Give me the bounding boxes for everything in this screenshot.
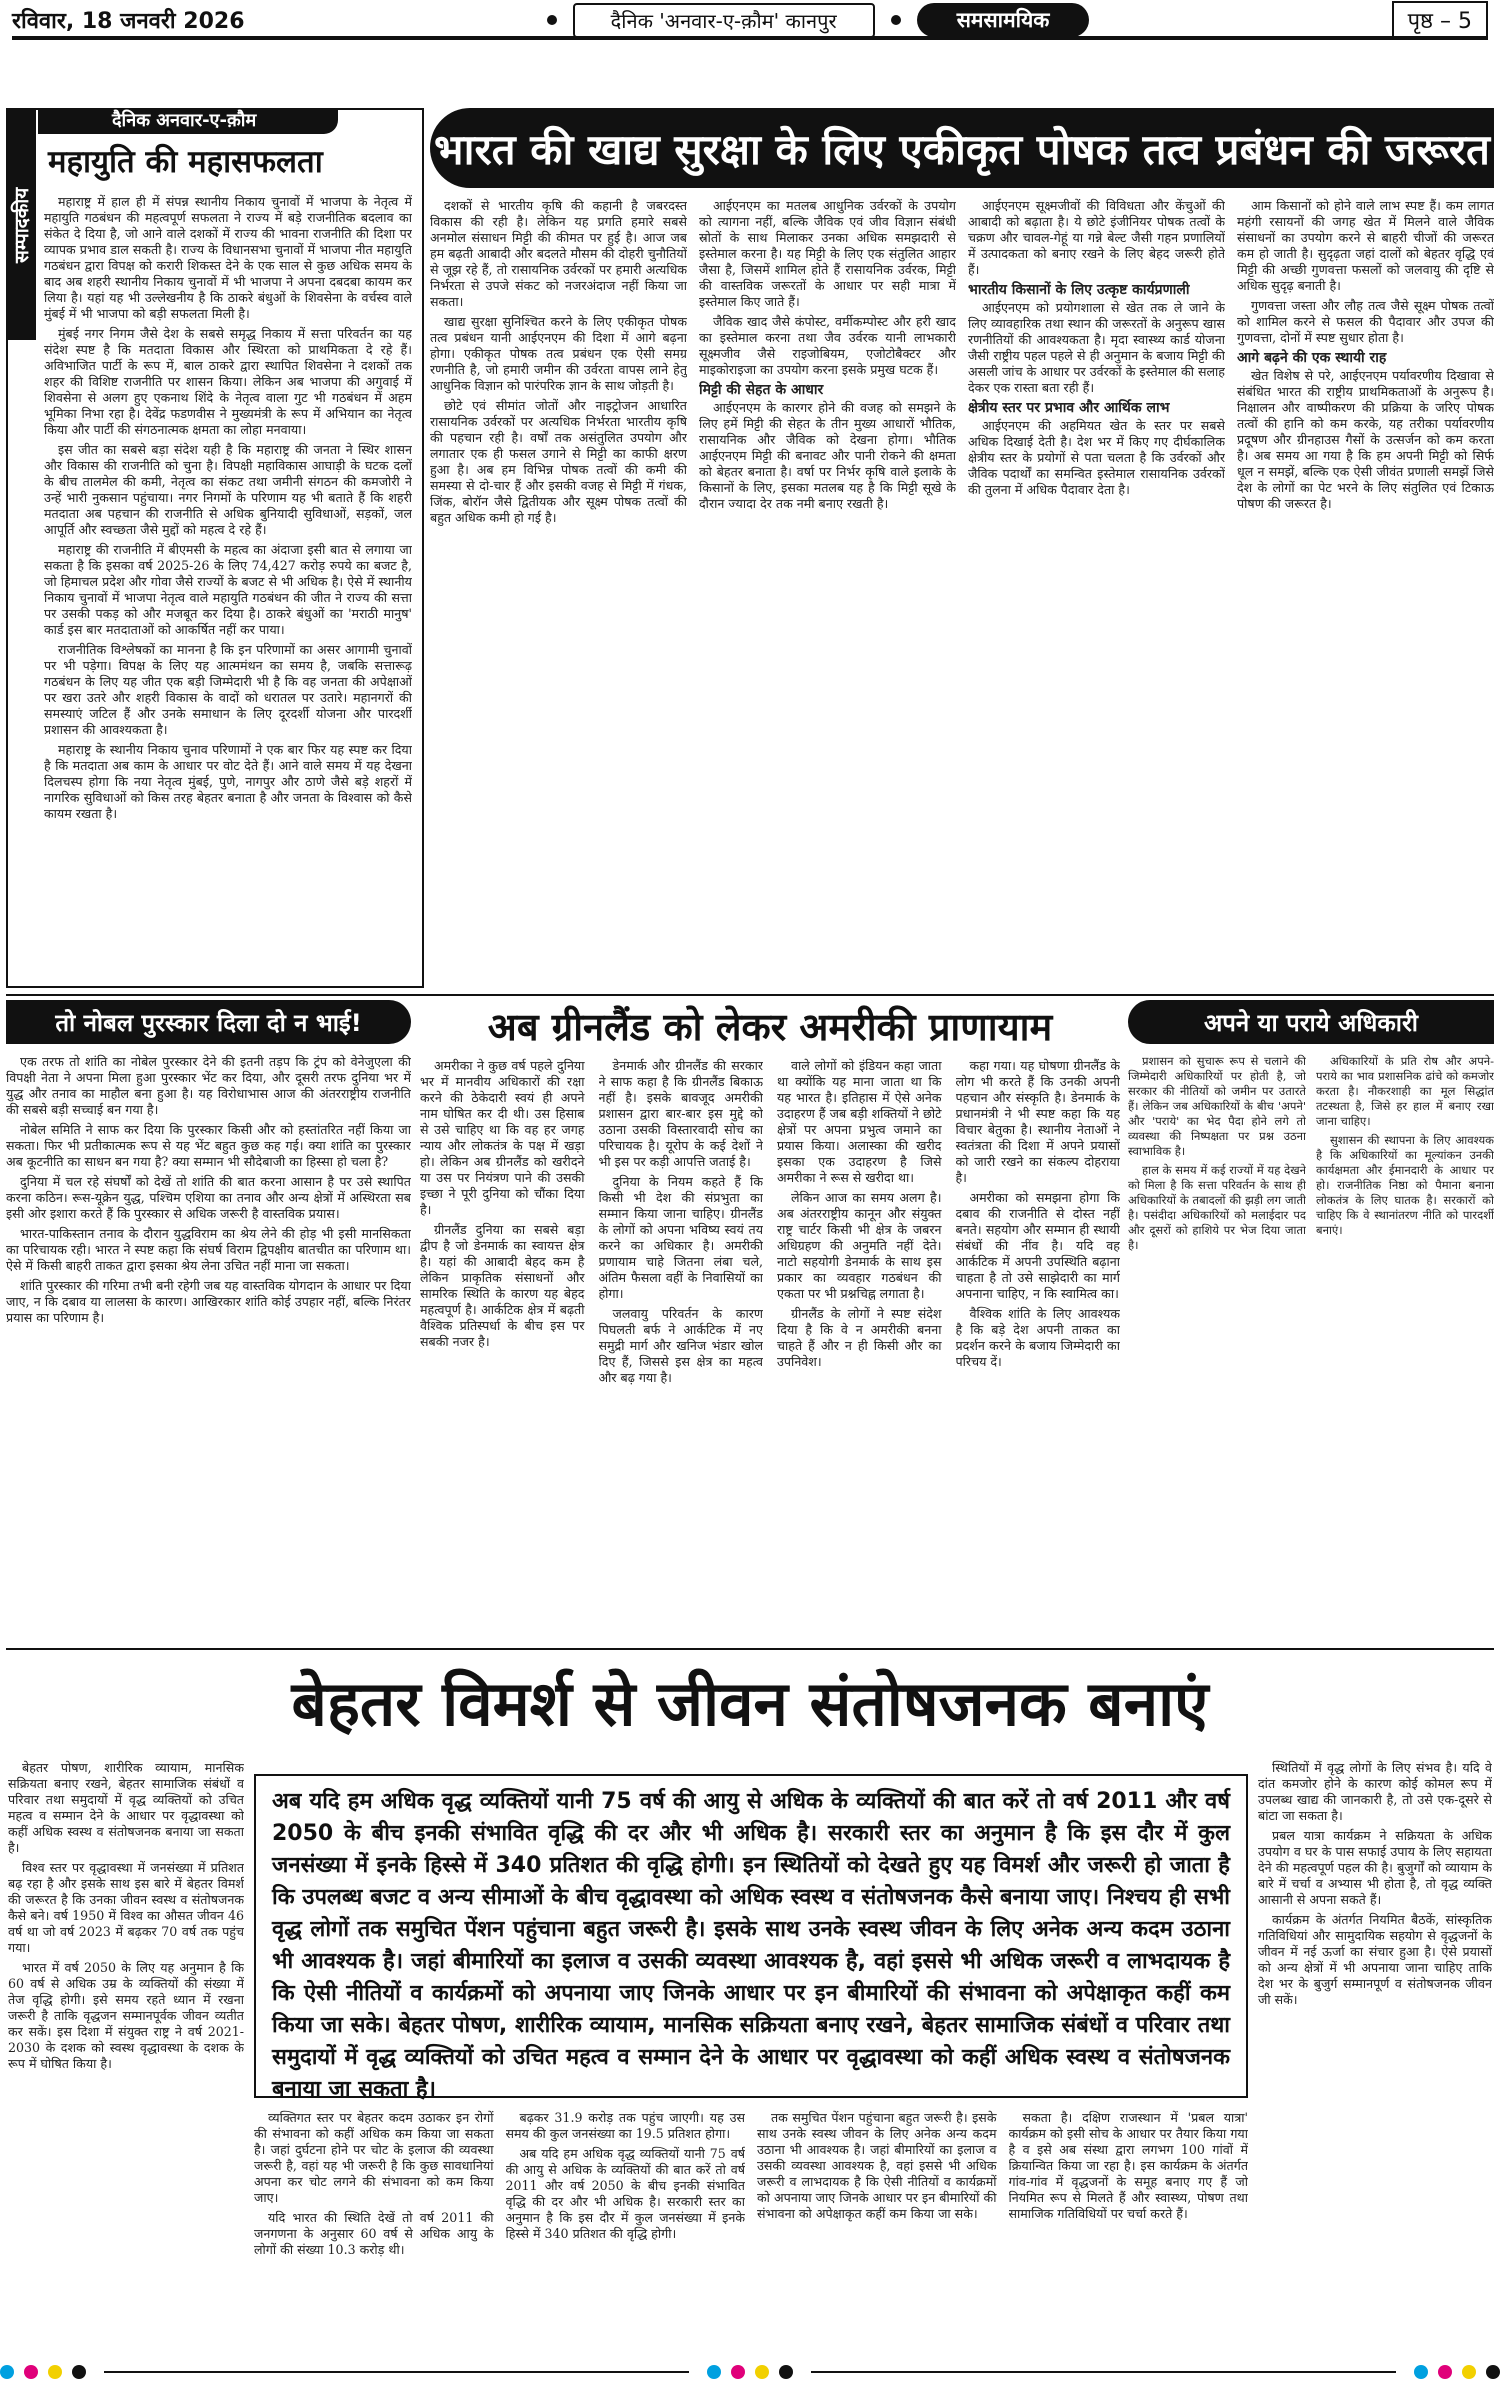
officers-paragraph: प्रशासन को सुचारू रूप से चलाने की जिम्मेदारी अधिकारियों पर होती है, जो सरकार की नीतियों को जमीन पर उतारते हैं। लेकिन जब अधिकारियों के बीच 'अपने' और 'पराये' का भेद पैदा होने लगे तो व्यवस्था की निष्पक्षता पर प्रश्न उठना स्वाभाविक है।: [1128, 1054, 1306, 1158]
elderly-mid-columns: [254, 2110, 1248, 2350]
editorial-paragraph: मुंबई नगर निगम जैसे देश के सबसे समृद्ध निकाय में सत्ता परिवर्तन का यह संदेश स्पष्ट है कि मतदाता विकास और स्थिरता को प्राथमिकता दे रहे हैं। अविभाजित पार्टी के रूप में, बाल ठाकरे द्वारा स्थापित शिवसेना ने दशकों तक शहर की विशिष्ट राजनीति पर शासन किया। लेकिन अब भाजपा की अगुवाई में शिवसेना से अलग हुए एकनाथ शिंदे के नेतृत्व वाला गुट भी गठबंधन में अहम भूमिका निभा रहा है। देवेंद्र फडणवीस ने मुख्यमंत्री के रूप में अभियान का नेतृत्व किया और पार्टी की संगठनात्मक क्षमता का लोहा मनवाया।: [44, 326, 412, 437]
editorial-box: [6, 108, 424, 988]
greenland-paragraph: डेनमार्क और ग्रीनलैंड की सरकार ने साफ कहा है कि ग्रीनलैंड बिकाऊ नहीं है। इसके बावजूद अमरीकी प्रशासन द्वारा बार-बार इस मुद्दे को उठाना उसकी विस्तारवादी सोच का परिचायक है। यूरोप के कई देशों ने भी इस पर कड़ी आपत्ति जताई है।: [598, 1058, 763, 1169]
elderly-column: [757, 2110, 997, 2350]
elderly-pull-quote: अब यदि हम अधिक वृद्ध व्यक्तियों यानी 75 वर्ष की आयु से अधिक के व्यक्तियों की बात करें तो वर्ष 2011 और वर्ष 2050 के बीच इनकी संभावित वृद्धि की दर और भी अधिक है। सरकारी स्तर का अनुमान है कि इस दौर में कुल जनसंख्या में इनके हिस्से में 340 प्रतिशत की वृद्धि होगी। इन स्थितियों को देखते हुए यह विमर्श और जरूरी हो जाता है कि उपलब्ध बजट व अन्य सीमाओं के बीच वृद्धावस्था को अधिक स्वस्थ व संतोषजनक कैसे बनाया जाए। निश्चय ही सभी वृद्ध लोगों तक समुचित पेंशन पहुंचाना बहुत जरूरी है। इसके साथ उनके स्वस्थ जीवन के लिए अनेक अन्य कदम उठाना भी आवश्यक है। जहां बीमारियों का इलाज व उसकी व्यवस्था आवश्यक है, वहां इससे भी अधिक जरूरी व लाभदायक है कि ऐसी नीतियों व कार्यक्रमों को अपनाया जाए जिनके आधार पर इन बीमारियों की संभावना को अपेक्षाकृत कहीं कम किया जा सके। बेहतर पोषण, शारीरिक व्यायाम, मानसिक सक्रियता बनाए रखने, बेहतर सामाजिक संबंधों व परिवार तथा समुदायों में वृद्ध व्यक्तियों को उचित महत्व व सम्मान देने के आधार पर वृद्धावस्था को कहीं अधिक स्वस्थ व संतोषजनक बनाया जा सकता है।: [254, 1774, 1248, 2098]
lead-paragraph: छोटे एवं सीमांत जोतों और नाइट्रोजन आधारित रासायनिक उर्वरकों पर अत्यधिक निर्भरता भारतीय कृषि की पहचान रही है। वर्षों तक असंतुलित उपयोग और लगातार एक ही फसल उगाने से मिट्टी का काफी क्षरण हुआ है। अब हम विभिन्न पोषक तत्वों की कमी की समस्या से दो-चार हैं और इसकी वजह से मिट्टी में गंधक, जिंक, बोरॉन जैसे द्वितीयक और सूक्ष्म पोषक तत्वों की बहुत अधिक कमी हो गई है।: [430, 398, 687, 525]
registration-mark-icon: [1462, 2365, 1476, 2379]
officers-paragraph: सुशासन की स्थापना के लिए आवश्यक है कि अधिकारियों का मूल्यांकन उनकी कार्यक्षमता और ईमानदारी के आधार पर हो। राजनीतिक निष्ठा को पैमाना बनाना लोकतंत्र के लिए घातक है। सरकारों को चाहिए कि वे स्थानांतरण नीति को पारदर्शी बनाएं।: [1316, 1133, 1494, 1237]
registration-mark-icon: [48, 2365, 62, 2379]
elderly-paragraph: बढ़कर 31.9 करोड़ तक पहुंच जाएगी। यह उस समय की कुल जनसंख्या का 19.5 प्रतिशत होगा।: [505, 2110, 745, 2141]
greenland-column: [599, 1058, 764, 1636]
greenland-column: [420, 1058, 585, 1636]
elderly-paragraph: सकता है। दक्षिण राजस्थान में 'प्रबल यात्रा' कार्यक्रम को इसी सोच के आधार पर तैयार किया गया है व इसे अब संस्था द्वारा लगभग 100 गांवों में क्रियान्वित किया जा रहा है। इस कार्यक्रम के अंतर्गत गांव-गांव में वृद्धजनों के समूह बनाए गए हैं जो नियमित रूप से मिलते हैं और स्वास्थ्य, पोषण तथा सामाजिक गतिविधियों पर चर्चा करते हैं।: [1008, 2110, 1248, 2221]
section-label: समसामयिक: [917, 3, 1090, 37]
footer-rule: [811, 2371, 1396, 2373]
officers-headline: अपने या पराये अधिकारी: [1128, 1000, 1494, 1044]
lead-column: [430, 198, 687, 988]
greenland-paragraph: ग्रीनलैंड दुनिया का सबसे बड़ा द्वीप है जो डेनमार्क का स्वायत्त क्षेत्र है। यहां की आबादी बेहद कम है लेकिन प्राकृतिक संसाधनों और सामरिक स्थिति के कारण यह बेहद महत्वपूर्ण है। आर्कटिक क्षेत्र में बढ़ती वैश्विक प्रतिस्पर्धा के बीच इस पर सबकी नजर है।: [420, 1222, 585, 1349]
nobel-paragraph: एक तरफ तो शांति का नोबेल पुरस्कार देने की इतनी तड़प कि ट्रंप को वेनेजुएला की विपक्षी नेता ने अपना मिला हुआ पुरस्कार भेंट कर दिया, और दूसरी तरफ दुनिया भर में युद्ध और तनाव का माहौल बना हुआ है। यह विरोधाभास आज की अंतरराष्ट्रीय राजनीति की सबसे बड़ी सच्चाई बन गया है।: [6, 1054, 411, 1117]
greenland-columns: [420, 1058, 1120, 1636]
greenland-column: [956, 1058, 1121, 1636]
greenland-paragraph: ग्रीनलैंड के लोगों ने स्पष्ट संदेश दिया है कि वे न अमरीकी बनना चाहते हैं और न ही किसी और का उपनिवेश।: [777, 1306, 942, 1369]
greenland-column: [777, 1058, 942, 1636]
greenland-paragraph: दुनिया के नियम कहते हैं कि किसी भी देश की संप्रभुता का सम्मान किया जाना चाहिए। ग्रीनलैंड के लोगों को अपना भविष्य स्वयं तय करने का अधिकार है। अमरीकी प्रणायाम चाहे जितना लंबा चले, अंतिम फैसला वहीं के निवासियों का होगा।: [598, 1174, 763, 1301]
nobel-article: [6, 1000, 411, 1640]
lead-subhead: मिट्टी की सेहत के आधार: [699, 382, 824, 398]
elderly-paragraph: तक समुचित पेंशन पहुंचाना बहुत जरूरी है। इसके साथ उनके स्वस्थ जीवन के लिए अनेक अन्य कदम उठाना भी आवश्यक है। जहां बीमारियों का इलाज व उसकी व्यवस्था आवश्यक है, वहां इससे भी अधिक जरूरी व लाभदायक है कि ऐसी नीतियों व कार्यक्रमों को अपनाया जाए जिनके आधार पर इन बीमारियों की संभावना को अपेक्षाकृत कहीं कम किया जा सके।: [757, 2110, 997, 2221]
elderly-paragraph: अब यदि हम अधिक वृद्ध व्यक्तियों यानी 75 वर्ष की आयु से अधिक के व्यक्तियों की बात करें तो वर्ष 2011 और वर्ष 2050 के बीच इनकी संभावित वृद्धि की दर और भी अधिक है। सरकारी स्तर का अनुमान है कि इस दौर में कुल जनसंख्या में इनके हिस्से में 340 प्रतिशत की वृद्धि होगी।: [505, 2146, 745, 2241]
elderly-paragraph: यदि भारत की स्थिति देखें तो वर्ष 2011 की जनगणना के अनुसार 60 वर्ष से अधिक आयु के लोगों की संख्या 10.3 करोड़ थी।: [254, 2210, 494, 2257]
editorial-paragraph: महाराष्ट्र में हाल ही में संपन्न स्थानीय निकाय चुनावों में भाजपा के नेतृत्व में महायुति गठबंधन की महत्वपूर्ण सफलता ने राज्य में बड़े राजनीतिक बदलाव का संकेत दे दिया है, जो आने वाले दशकों में राज्य की भावना राजनीति की दिशा पर व्यापक प्रभाव डाल सकती है। राज्य के विधानसभा चुनावों में भाजपा नीत महायुति गठबंधन द्वारा विपक्ष को करारी शिकस्त देने के एक साल से कुछ अधिक समय के बाद अब शहरी स्थानीय निकाय चुनावों में भी भाजपा ने अपना दबदबा कायम कर लिया है। यहां यह भी उल्लेखनीय है कि ठाकरे बंधुओं के शिवसेना के वर्चस्व वाले मुंबई में भी भाजपा को बड़ी सफलता मिली है।: [44, 194, 412, 321]
lead-paragraph: खेत विशेष से परे, आईएनएम पर्यावरणीय दिखावा से संबंधित भारत की राष्ट्रीय प्राथमिकताओं के अनुरूप है। निक्षालन और वाष्पीकरण की प्रक्रिया के जरिए पोषक तत्वों की हानि को कम करके, यह तरीका पर्यावरणीय प्रदूषण और ग्रीनहाउस गैसों के उत्सर्जन को कम करता है। अब समय आ गया है कि हम अपनी मिट्टी को सिर्फ धूल न समझें, बल्कि एक ऐसी जीवंत प्रणाली समझें जिसे देश के लोगों का पेट भरने के लिए संतुलित एवं टिकाऊ पोषण की जरूरत है।: [1237, 368, 1494, 511]
editorial-paragraph: महाराष्ट्र के स्थानीय निकाय चुनाव परिणामों ने एक बार फिर यह स्पष्ट कर दिया है कि मतदाता अब काम के आधार पर वोट देते हैं। आने वाले समय में यह देखना दिलचस्प होगा कि नया नेतृत्व मुंबई, पुणे, नागपुर और ठाणे जैसे बड़े शहरों में नागरिक सुविधाओं को किस तरह बेहतर बनाता है और जनता के विश्वास को कैसे कायम रखता है।: [44, 742, 412, 821]
registration-mark-icon: [1414, 2365, 1428, 2379]
lead-paragraph: आईएनएम के कारगर होने की वजह को समझने के लिए हमें मिट्टी की सेहत के तीन मुख्य आधारों भौतिक, रासायनिक और जैविक को देखना होगा। भौतिक आईएनएम मिट्टी की बनावट और पानी रोकने की क्षमता को बेहतर बनाता है। वर्षा पर निर्भर कृषि वाले इलाके के किसानों के लिए, इसका मतलब यह है कि मिट्टी सूखे के दौरान ज्यादा देर तक नमी बनाए रखती है।: [699, 400, 956, 511]
registration-mark-icon: [755, 2365, 769, 2379]
lead-paragraph: आईएनएम का मतलब आधुनिक उर्वरकों के उपयोग को त्यागना नहीं, बल्कि जैविक एवं जीव विज्ञान संबंधी स्रोतों के साथ मिलाकर उनका अधिक समझदारी से इस्तेमाल करना है। यह मिट्टी के लिए एक संतुलित आहार जैसा है, जिसमें शामिल होते हैं रासायनिक उर्वरक, मिट्टी की वास्तविक जरूरतों के आधार पर सही मात्रा में इस्तेमाल किए जाते हैं।: [699, 198, 956, 309]
editorial-title: महायुति की महासफलता: [48, 144, 323, 180]
lead-paragraph: गुणवत्ता जस्ता और लौह तत्व जैसे सूक्ष्म पोषक तत्वों को शामिल करने से फसल की पैदावार और उपज की गुणवत्ता, दोनों में स्पष्ट सुधार होता है।: [1237, 298, 1494, 345]
print-footer: [0, 2360, 1500, 2384]
elderly-paragraph: स्थितियों में वृद्ध लोगों के लिए संभव है। यदि वे दांत कमजोर होने के कारण कोई कोमल रूप में उपलब्ध खाद्य की जानकारी है, तो उसे एक-दूसरे से बांटा जा सकता है।: [1258, 1760, 1492, 1823]
bullet-icon: [547, 15, 557, 25]
registration-mark-icon: [779, 2365, 793, 2379]
lead-subhead: क्षेत्रीय स्तर पर प्रभाव और आर्थिक लाभ: [968, 400, 1170, 416]
greenland-paragraph: वैश्विक शांति के लिए आवश्यक है कि बड़े देश अपनी ताकत का प्रदर्शन करने के बजाय जिम्मेदारी का परिचय दें।: [955, 1306, 1120, 1369]
footer-rule: [104, 2371, 689, 2373]
elderly-column: [254, 2110, 494, 2350]
greenland-headline: अब ग्रीनलैंड को लेकर अमरीकी प्राणायाम: [487, 1005, 1053, 1049]
lead-paragraph: आईएनएम को प्रयोगशाला से खेत तक ले जाने के लिए व्यावहारिक तथा स्थान की जरूरतों के अनुरूप खास रणनीतियों की आवश्यकता है। मृदा स्वास्थ्य कार्ड योजना जैसी राष्ट्रीय पहल पहले से ही अनुमान के बजाय मिट्टी की असली जांच के आधार पर उर्वरकों के इस्तेमाल की सलाह देकर एक रास्ता बता रही हैं।: [968, 300, 1225, 395]
section-divider: [6, 994, 1494, 996]
lead-subhead: भारतीय किसानों के लिए उत्कृष्ट कार्यप्रणाली: [968, 282, 1190, 298]
registration-mark-icon: [731, 2365, 745, 2379]
lead-paragraph: दशकों से भारतीय कृषि की कहानी है जबरदस्त विकास की रही है। लेकिन यह प्रगति हमारे सबसे अनमोल संसाधन मिट्टी की कीमत पर हुई है। आज जब हम बढ़ती आबादी और बदलते मौसम की दोहरी चुनौतियों से जूझ रहे हैं, तो रासायनिक उर्वरकों पर हमारी अत्यधिक निर्भरता से उपजे संकट को नजरअंदाज नहीं किया जा सकता।: [430, 198, 687, 309]
nobel-paragraph: भारत-पाकिस्तान तनाव के दौरान युद्धविराम का श्रेय लेने की होड़ भी इसी मानसिकता का परिचायक रही। भारत ने स्पष्ट कहा कि संघर्ष विराम द्विपक्षीय बातचीत का परिणाम था। ऐसे में किसी बाहरी ताकत द्वारा इसका श्रेय लेना उचित नहीं माना जा सकता।: [6, 1226, 411, 1273]
elderly-paragraph: बेहतर पोषण, शारीरिक व्यायाम, मानसिक सक्रियता बनाए रखने, बेहतर सामाजिक संबंधों व परिवार तथा समुदायों में वृद्ध व्यक्तियों को उचित महत्व व सम्मान देने के आधार पर वृद्धावस्था को कहीं अधिक स्वस्थ व संतोषजनक बनाया जा सकता है।: [8, 1760, 244, 1855]
officers-column: [1316, 1054, 1494, 1638]
elderly-left-column: [8, 1760, 244, 2350]
lead-paragraph: जैविक खाद जैसे कंपोस्ट, वर्मीकम्पोस्ट और हरी खाद का इस्तेमाल करना तथा जैव उर्वरक यानी लाभकारी सूक्ष्मजीव जैसे राइजोबियम, एजोटोबैक्टर और माइकोराइजा का उपयोग करना इसके प्रमुख घटक हैं।: [699, 314, 956, 377]
lead-column: [699, 198, 956, 988]
nobel-body: [6, 1054, 411, 1638]
lead-article: [430, 108, 1494, 988]
editorial-vertical-label: सम्पादकीय: [8, 110, 36, 340]
lead-subhead: आगे बढ़ने की एक स्थायी राह: [1237, 350, 1387, 366]
masthead-center: [547, 3, 1090, 38]
registration-mark-icon: [1438, 2365, 1452, 2379]
elderly-paragraph: भारत में वर्ष 2050 के लिए यह अनुमान है कि 60 वर्ष से अधिक उम्र के व्यक्तियों की संख्या में तेज वृद्धि होगी। इसे समय रहते ध्यान में रखना जरूरी है ताकि वृद्धजन सम्मानपूर्वक जीवन व्यतीत कर सकें। इस दिशा में संयुक्त राष्ट्र ने वर्ष 2021-2030 के दशक को स्वस्थ वृद्धावस्था के दशक के रूप में घोषित किया है।: [8, 1960, 244, 2071]
page-number: पृष्ठ – 5: [1392, 1, 1488, 39]
greenland-paragraph: लेकिन आज का समय अलग है। अब अंतरराष्ट्रीय कानून और संयुक्त राष्ट्र चार्टर किसी भी क्षेत्र के जबरन अधिग्रहण की अनुमति नहीं देते। नाटो सहयोगी डेनमार्क के साथ इस प्रकार का व्यवहार गठबंधन की एकता पर भी प्रश्नचिह्न लगाता है।: [777, 1190, 942, 1301]
elderly-right-column: [1258, 1760, 1492, 2350]
registration-mark-icon: [707, 2365, 721, 2379]
registration-mark-icon: [24, 2365, 38, 2379]
nobel-paragraph: नोबेल समिति ने साफ कर दिया कि पुरस्कार किसी और को हस्तांतरित नहीं किया जा सकता। फिर भी प्रतीकात्मक रूप से यह भेंट बहुत कुछ कह गई। क्या शांति का पुरस्कार अब कूटनीति का साधन बन गया है? क्या सम्मान भी सौदेबाजी का हिस्सा हो चला है?: [6, 1122, 411, 1169]
masthead: [0, 0, 1500, 40]
lead-paragraph: खाद्य सुरक्षा सुनिश्चित करने के लिए एकीकृत पोषक तत्व प्रबंधन यानी आईएनएम की दिशा में आगे बढ़ना होगा। एकीकृत पोषक तत्व प्रबंधन एक ऐसी समग्र रणनीति है, जो हमारी जमीन की उर्वरता वापस लाने हेतु आधुनिक विज्ञान को पारंपरिक ज्ञान के साथ जोड़ती है।: [430, 314, 687, 393]
paper-name: दैनिक 'अनवार-ए-क़ौम' कानपुर: [573, 3, 875, 38]
editorial-body: [44, 194, 412, 976]
elderly-headline: बेहतर विमर्श से जीवन संतोषजनक बनाएं: [291, 1667, 1209, 1740]
greenland-paragraph: जलवायु परिवर्तन के कारण पिघलती बर्फ ने आर्कटिक में नए समुद्री मार्ग और खनिज भंडार खोल दिए हैं, जिससे इस क्षेत्र का महत्व और बढ़ गया है।: [598, 1306, 763, 1385]
officers-paragraph: हाल के समय में कई राज्यों में यह देखने को मिला है कि सत्ता परिवर्तन के साथ ही अधिकारियों के तबादलों की झड़ी लग जाती है। पसंदीदा अधिकारियों को मलाईदार पद और दूसरों को हाशिये पर भेज दिया जाता है।: [1128, 1163, 1306, 1252]
issue-date: रविवार, 18 जनवरी 2026: [12, 9, 245, 34]
elderly-column: [1009, 2110, 1249, 2350]
elderly-paragraph: विश्व स्तर पर वृद्धावस्था में जनसंख्या में प्रतिशत बढ़ रहा है और इसके साथ इस बारे में बेहतर विमर्श की जरूरत है कि उनका जीवन स्वस्थ व संतोषजनक कैसे बने। वर्ष 1950 में विश्व का औसत जीवन 46 वर्ष था जो वर्ष 2023 में बढ़कर 70 वर्ष तक पहुंच गया।: [8, 1860, 244, 1955]
lead-column: [968, 198, 1225, 988]
officers-paragraph: अधिकारियों के प्रति रोष और अपने-पराये का भाव प्रशासनिक ढांचे को कमजोर करता है। नौकरशाही का मूल सिद्धांत तटस्थता है, जिसे हर हाल में बनाए रखा जाना चाहिए।: [1316, 1054, 1494, 1128]
editorial-paper-label: दैनिक अनवार-ए-क़ौम: [38, 108, 338, 134]
lead-headline: भारत की खाद्य सुरक्षा के लिए एकीकृत पोषक तत्व प्रबंधन की जरूरत: [430, 108, 1494, 188]
nobel-paragraph: शांति पुरस्कार की गरिमा तभी बनी रहेगी जब यह वास्तविक योगदान के आधार पर दिया जाए, न कि दबाव या लालसा के कारण। आखिरकार शांति कोई उपहार नहीं, बल्कि निरंतर प्रयास का परिणाम है।: [6, 1278, 411, 1325]
nobel-paragraph: दुनिया में चल रहे संघर्षों को देखें तो शांति की बात करना आसान है पर उसे स्थापित करना कठिन। रूस-यूक्रेन युद्ध, पश्चिम एशिया का तनाव और अन्य क्षेत्रों में अस्थिरता सब इसी ओर इशारा करते हैं कि पुरस्कार से अधिक जरूरी है वास्तविक प्रयास।: [6, 1174, 411, 1221]
registration-mark-icon: [0, 2365, 14, 2379]
section-divider: [6, 1648, 1494, 1650]
greenland-paragraph: कहा गया। यह घोषणा ग्रीनलैंड के लोग भी करते हैं कि उनकी अपनी पहचान और संस्कृति है। डेनमार्क के प्रधानमंत्री ने भी स्पष्ट कहा कि यह विचार बेतुका है। स्थानीय नेताओं ने स्वतंत्रता की दिशा में अपने प्रयासों को जारी रखने का संकल्प दोहराया है।: [955, 1058, 1120, 1185]
lead-paragraph: आम किसानों को होने वाले लाभ स्पष्ट हैं। कम लागत महंगी रसायनों की जगह खेत में मिलने वाले जैविक संसाधनों का उपयोग करने से बाहरी चीजों की जरूरत कम हो जाती है। सुदृढ़ता जहां दालों को बेहतर वृद्धि एवं मिट्टी की अच्छी गुणवत्ता फसलों को जलवायु की दृष्टि से अधिक सुदृढ़ बनाती है।: [1237, 198, 1494, 293]
lead-paragraph: आईएनएम की अहमियत खेत के स्तर पर सबसे अधिक दिखाई देती है। देश भर में किए गए दीर्घकालिक क्षेत्रीय स्तर के प्रयोगों से पता चलता है कि उर्वरकों और जैविक पदार्थों का समन्वित इस्तेमाल रासायनिक उर्वरकों की तुलना में अधिक पैदावार देता है।: [968, 418, 1225, 497]
officers-article: [1128, 1000, 1494, 1640]
bullet-icon: [891, 15, 901, 25]
lead-paragraph: आईएनएम सूक्ष्मजीवों की विविधता और केंचुओं की आबादी को बढ़ाता है। ये छोटे इंजीनियर पोषक तत्वों के चक्रण और चावल-गेहूं या गन्ने बेल्ट जैसी गहन प्रणालियों में उत्पादकता को बनाए रखने के लिए बेहद जरूरी होते हैं।: [968, 198, 1225, 277]
nobel-headline: तो नोबल पुरस्कार दिला दो न भाई!: [6, 1000, 411, 1044]
elderly-paragraph: प्रबल यात्रा कार्यक्रम ने सक्रियता के अधिक उपयोग व घर के पास सफाई उपाय के लिए सहायता देने की महत्वपूर्ण पहल की है। बुजुर्गों को व्यायाम के बारे में चर्चा व अभ्यास भी होता है, तो वृद्ध व्यक्ति आसानी से अपना सकते हैं।: [1258, 1828, 1492, 1907]
greenland-paragraph: अमरीका को समझना होगा कि दबाव की राजनीति से दोस्त नहीं बनते। सहयोग और सम्मान ही स्थायी संबंधों की नींव है। यदि वह आर्कटिक में अपनी उपस्थिति बढ़ाना चाहता है तो उसे साझेदारी का मार्ग अपनाना चाहिए, न कि स्वामित्व का।: [955, 1190, 1120, 1301]
officers-columns: [1128, 1054, 1494, 1638]
lead-column: [1237, 198, 1494, 988]
elderly-column: [506, 2110, 746, 2350]
lead-columns: [430, 198, 1494, 988]
greenland-paragraph: वाले लोगों को इंडियन कहा जाता था क्योंकि यह माना जाता था कि यह भारत है। इतिहास में ऐसे अनेक उदाहरण हैं जब बड़ी शक्तियों ने छोटे क्षेत्रों पर अपना प्रभुत्व जमाने का प्रयास किया। अलास्का की खरीद इसका एक उदाहरण है जिसे अमरीका ने रूस से खरीदा था।: [777, 1058, 942, 1185]
editorial-paragraph: इस जीत का सबसे बड़ा संदेश यही है कि महाराष्ट्र की जनता ने स्थिर शासन और विकास की राजनीति को चुना है। विपक्षी महाविकास आघाड़ी के घटक दलों के बीच तालमेल की कमी, नेतृत्व का संकट तथा जमीनी संगठन की कमजोरी ने उन्हें भारी नुकसान पहुंचाया। नगर निगमों के परिणाम यह भी बताते हैं कि शहरी मतदाता अब पहचान की राजनीति से अधिक बुनियादी सुविधाओं, सड़कों, जल आपूर्ति और स्वच्छता जैसे मुद्दों को महत्व दे रहे हैं।: [44, 442, 412, 537]
editorial-paragraph: राजनीतिक विश्लेषकों का मानना है कि इन परिणामों का असर आगामी चुनावों पर भी पड़ेगा। विपक्ष के लिए यह आत्ममंथन का समय है, जबकि सत्तारूढ़ गठबंधन के लिए यह जीत एक बड़ी जिम्मेदारी भी है कि वह जनता की अपेक्षाओं पर खरा उतरे और शहरी विकास के वादों को धरातल पर उतारे। महानगरों की समस्याएं जटिल हैं और उनके समाधान के लिए दूरदर्शी योजना और पारदर्शी प्रशासन की आवश्यकता है।: [44, 642, 412, 737]
editorial-paragraph: महाराष्ट्र की राजनीति में बीएमसी के महत्व का अंदाजा इसी बात से लगाया जा सकता है कि इसका वर्ष 2025-26 के लिए 74,427 करोड़ रुपये का बजट है, जो हिमाचल प्रदेश और गोवा जैसे राज्यों के बजट से भी अधिक है। ऐसे में स्थानीय निकाय चुनावों में भाजपा नेतृत्व वाले महायुति गठबंधन की जीत ने राज्य की सत्ता पर उसकी पकड़ को और मजबूत कर दिया है। ठाकरे बंधुओं का 'मराठी मानुष' कार्ड इस बार मतदाताओं को आकर्षित नहीं कर पाया।: [44, 542, 412, 637]
registration-mark-icon: [1486, 2365, 1500, 2379]
elderly-paragraph: व्यक्तिगत स्तर पर बेहतर कदम उठाकर इन रोगों की संभावना को कहीं अधिक कम किया जा सकता है। जहां दुर्घटना होने पर चोट के इलाज की व्यवस्था जरूरी है, वहां यह भी जरूरी है कि कुछ सावधानियां अपना कर चोट लगने की संभावना को कम किया जाए।: [254, 2110, 494, 2205]
greenland-article: [420, 1000, 1120, 1640]
officers-column: [1128, 1054, 1306, 1638]
greenland-paragraph: अमरीका ने कुछ वर्ष पहले दुनिया भर में मानवीय अधिकारों की रक्षा करने की ठेकेदारी स्वयं ही अपने नाम घोषित कर दी थी। उस हिसाब से उसे चाहिए था कि वह हर जगह न्याय और लोकतंत्र के पक्ष में खड़ा हो। लेकिन अब ग्रीनलैंड को खरीदने या उस पर नियंत्रण पाने की उसकी इच्छा ने पूरी दुनिया को चौंका दिया है।: [420, 1058, 585, 1217]
registration-mark-icon: [72, 2365, 86, 2379]
elderly-paragraph: कार्यक्रम के अंतर्गत नियमित बैठकें, सांस्कृतिक गतिविधियां और सामुदायिक सहयोग से वृद्धजनों के जीवन में नई ऊर्जा का संचार हुआ है। ऐसे प्रयासों को अन्य क्षेत्रों में भी अपनाया जाना चाहिए ताकि देश भर के बुजुर्ग सम्मानपूर्ण व संतोषजनक जीवन जी सकें।: [1258, 1912, 1492, 2007]
